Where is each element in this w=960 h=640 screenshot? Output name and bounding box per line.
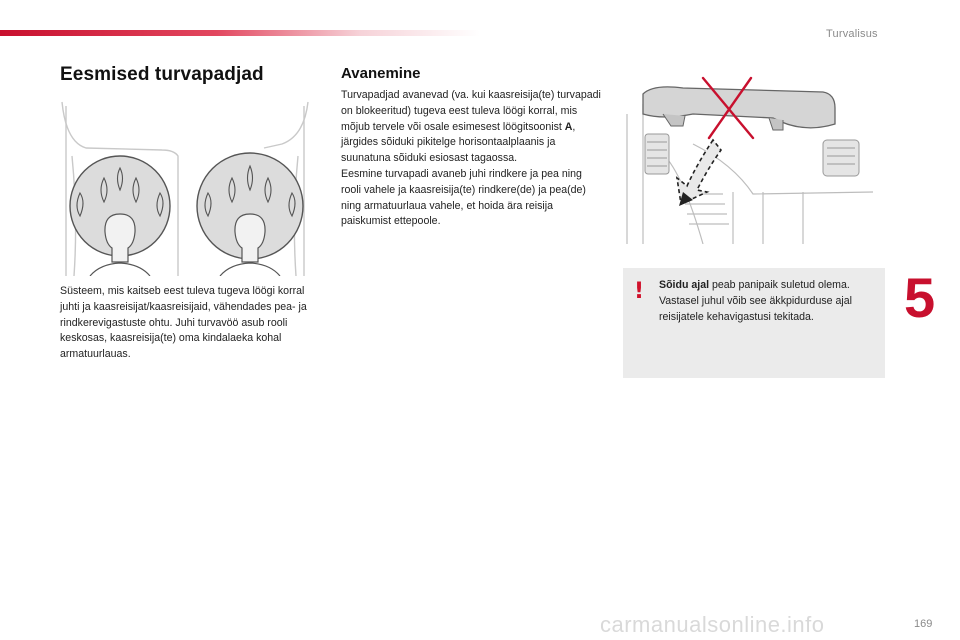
watermark: carmanualsonline.info (600, 612, 825, 637)
page-title: Eesmised turvapadjad (60, 64, 264, 85)
warning-text (659, 278, 865, 325)
airbag-deployed-illustration (60, 98, 310, 276)
intro-text: Süsteem, mis kaitseb eest tuleva tugeva löögi korral juhti ja kaasreisijat/kaasreisijaid, vähendades pea- ja rindkerevigastuste ohtu. Juhi turvavöö asub rooli keskosas, kaasreisija(te) oma kindalaeka kohal armatuurlauas. (60, 285, 307, 361)
intro-paragraph (60, 284, 310, 363)
section-heading-deployment: Avanemine (341, 65, 421, 82)
chapter-number: 5 (904, 266, 936, 329)
header-accent-bar (0, 30, 480, 36)
glovebox-warning-illustration (623, 74, 885, 244)
impact-zone-marker: A (564, 120, 573, 133)
deployment-text-2: Eesmine turvapadi avaneb juhi rindkere ja pea ning rooli vahele ja kaasreisija(te) rindkere(de) ja pea(de) ning armatuurlaua vahele, et hoida ära reisija paiskumist ettepoole. (341, 167, 586, 228)
deployment-text-1-start: Turvapadjad avanevad (va. kui kaasreisija(te) turvapadi on blokeeritud) tugeva eest tuleva löögi korral, mis mõjub tervele või osale esimesest löögitsoonist (341, 89, 601, 133)
warning-icon: ! (634, 279, 645, 304)
page-number: 169 (914, 618, 933, 630)
section-label: Turvalisus (826, 28, 878, 40)
deployment-text-1 (341, 88, 601, 167)
warning-emphasis: Sõidu ajal (659, 279, 710, 291)
deployment-text-1-end: , järgides sõiduki pikitelge horisontaalplaanis ja suunatuna sõiduki esiosast tagaossa. (341, 120, 576, 165)
warning-box (623, 268, 885, 378)
deployment-paragraph (341, 88, 601, 230)
warning-body: peab panipaik suletud olema. Vastasel juhul võib see äkkpidurduse ajal reisijatele kehavigastusi tekitada. (659, 279, 852, 323)
